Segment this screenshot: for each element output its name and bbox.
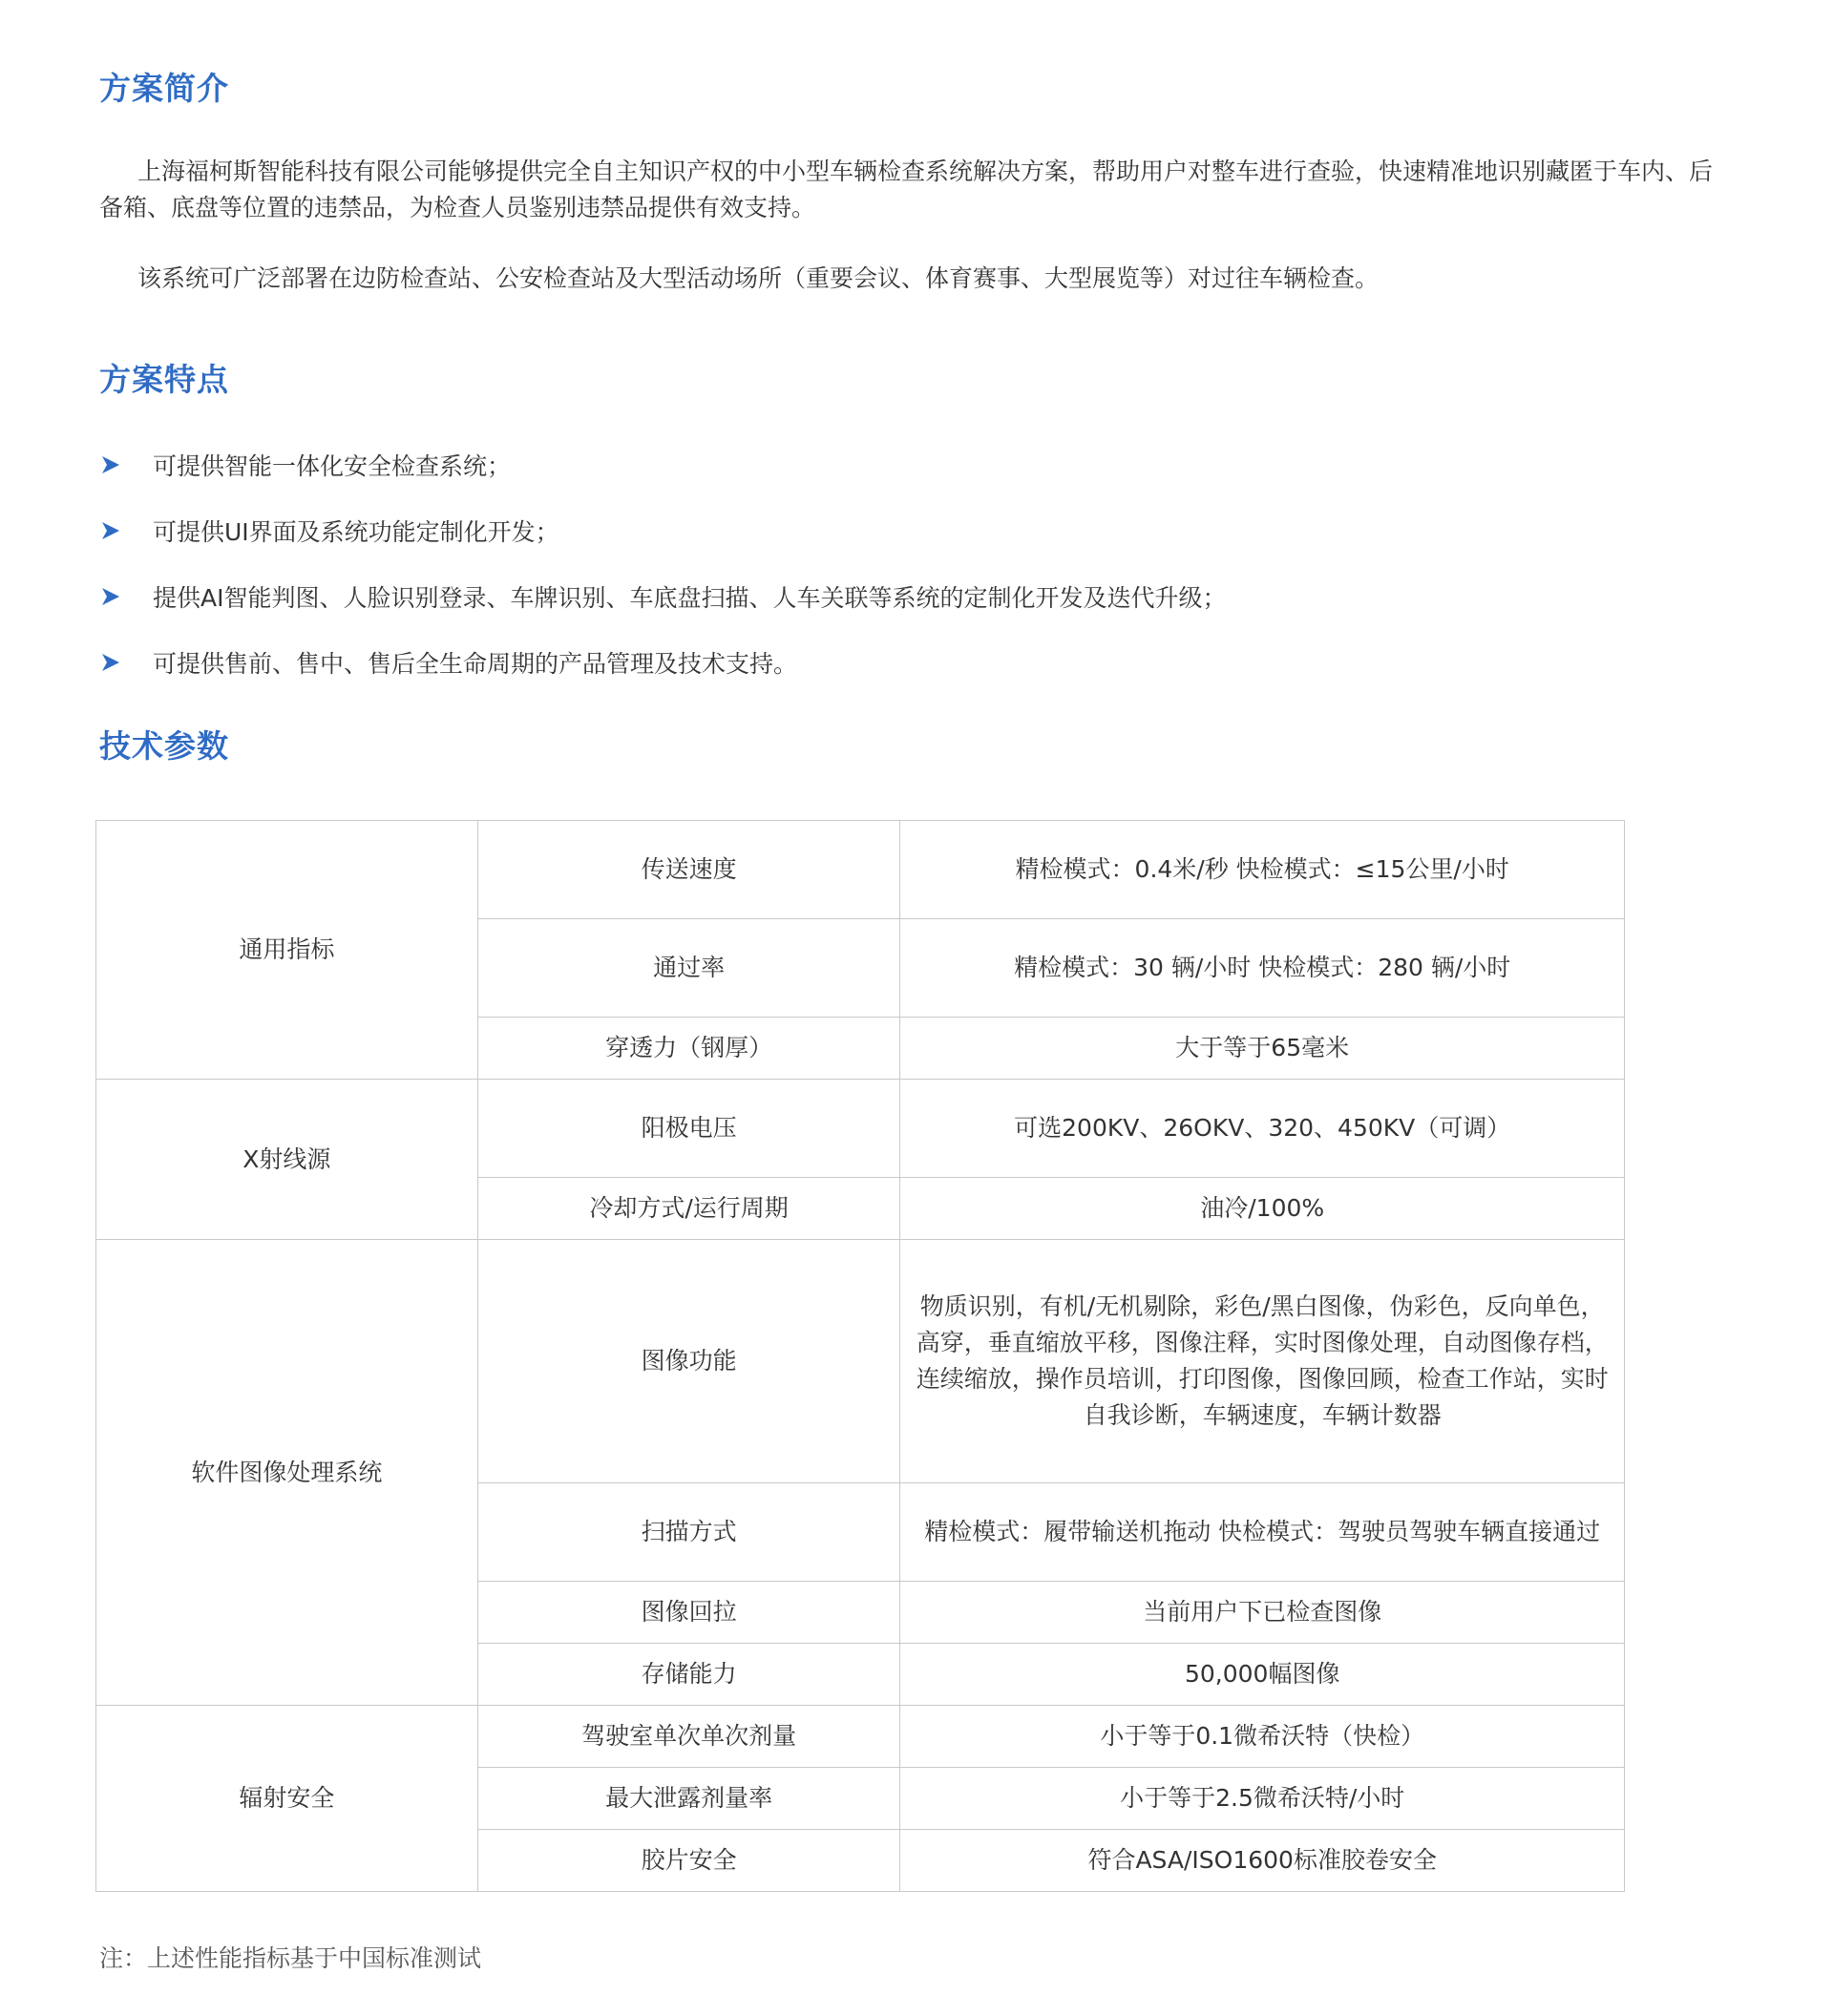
arrow-right-icon (99, 651, 122, 674)
param-cell: 存储能力 (477, 1644, 900, 1706)
feature-text: 可提供智能一体化安全检查系统； (153, 452, 512, 480)
group-cell: 软件图像处理系统 (96, 1240, 478, 1706)
param-cell: 驾驶室单次单次剂量 (477, 1706, 900, 1768)
param-cell: 通过率 (477, 919, 900, 1018)
param-cell: 最大泄露剂量率 (477, 1768, 900, 1830)
feature-text: 可提供售前、售中、售后全生命周期的产品管理及技术支持。 (153, 649, 798, 678)
table-row (96, 821, 1625, 919)
feature-item (99, 431, 1226, 497)
table-row (96, 1706, 1625, 1768)
arrow-right-icon (99, 519, 122, 542)
value-cell: 油冷/100% (900, 1178, 1625, 1240)
value-cell: 符合ASA/ISO1600标准胶卷安全 (900, 1830, 1625, 1892)
param-cell: 扫描方式 (477, 1483, 900, 1582)
table-row (96, 1080, 1625, 1178)
value-cell: 可选200KV、26OKV、320、450KV（可调） (900, 1080, 1625, 1178)
value-cell: 精检模式：履带输送机拖动 快检模式：驾驶员驾驶车辆直接通过 (900, 1483, 1625, 1582)
value-cell: 50,000幅图像 (900, 1644, 1625, 1706)
feature-item (99, 629, 1226, 695)
specs-title: 技术参数 (99, 727, 229, 765)
table-row (96, 1240, 1625, 1483)
footnote: 注：上述性能指标基于中国标准测试 (99, 1944, 482, 1972)
arrow-right-icon (99, 453, 122, 476)
param-cell: 传送速度 (477, 821, 900, 919)
feature-text: 提供AI智能判图、人脸识别登录、车牌识别、车底盘扫描、人车关联等系统的定制化开发及迭代升级； (153, 583, 1227, 612)
intro-paragraph-2: 该系统可广泛部署在边防检查站、公安检查站及大型活动场所（重要会议、体育赛事、大型展览等）对过往车辆检查。 (137, 264, 1380, 292)
value-cell: 物质识别，有机/无机剔除，彩色/黑白图像，伪彩色，反向单色，高穿，垂直缩放平移，图像注释，实时图像处理，自动图像存档，连续缩放，操作员培训，打印图像，图像回顾，检查工作站，实时自我诊断，车辆速度，车辆计数器 (900, 1240, 1625, 1483)
param-cell: 冷却方式/运行周期 (477, 1178, 900, 1240)
param-cell: 胶片安全 (477, 1830, 900, 1892)
features-list (99, 431, 1226, 695)
feature-text: 可提供UI界面及系统功能定制化开发； (153, 517, 559, 546)
value-cell: 精检模式：30 辆/小时 快检模式：280 辆/小时 (900, 919, 1625, 1018)
param-cell: 图像回拉 (477, 1582, 900, 1644)
value-cell: 当前用户下已检查图像 (900, 1582, 1625, 1644)
spec-table (95, 820, 1625, 1892)
group-cell: X射线源 (96, 1080, 478, 1240)
param-cell: 阳极电压 (477, 1080, 900, 1178)
intro-title: 方案简介 (99, 70, 229, 107)
value-cell: 小于等于2.5微希沃特/小时 (900, 1768, 1625, 1830)
value-cell: 精检模式：0.4米/秒 快检模式：≤15公里/小时 (900, 821, 1625, 919)
feature-item (99, 497, 1226, 563)
value-cell: 小于等于0.1微希沃特（快检） (900, 1706, 1625, 1768)
intro-paragraph-1: 上海福柯斯智能科技有限公司能够提供完全自主知识产权的中小型车辆检查系统解决方案，帮助用户对整车进行查验，快速精准地识别藏匿于车内、后备箱、底盘等位置的违禁品，为检查人员鉴别违禁品提供有效支持。 (99, 158, 1714, 221)
group-cell: 辐射安全 (96, 1706, 478, 1892)
param-cell: 图像功能 (477, 1240, 900, 1483)
arrow-right-icon (99, 585, 122, 608)
features-title: 方案特点 (99, 361, 229, 398)
value-cell: 大于等于65毫米 (900, 1018, 1625, 1080)
group-cell: 通用指标 (96, 821, 478, 1080)
param-cell: 穿透力（钢厚） (477, 1018, 900, 1080)
feature-item (99, 563, 1226, 629)
